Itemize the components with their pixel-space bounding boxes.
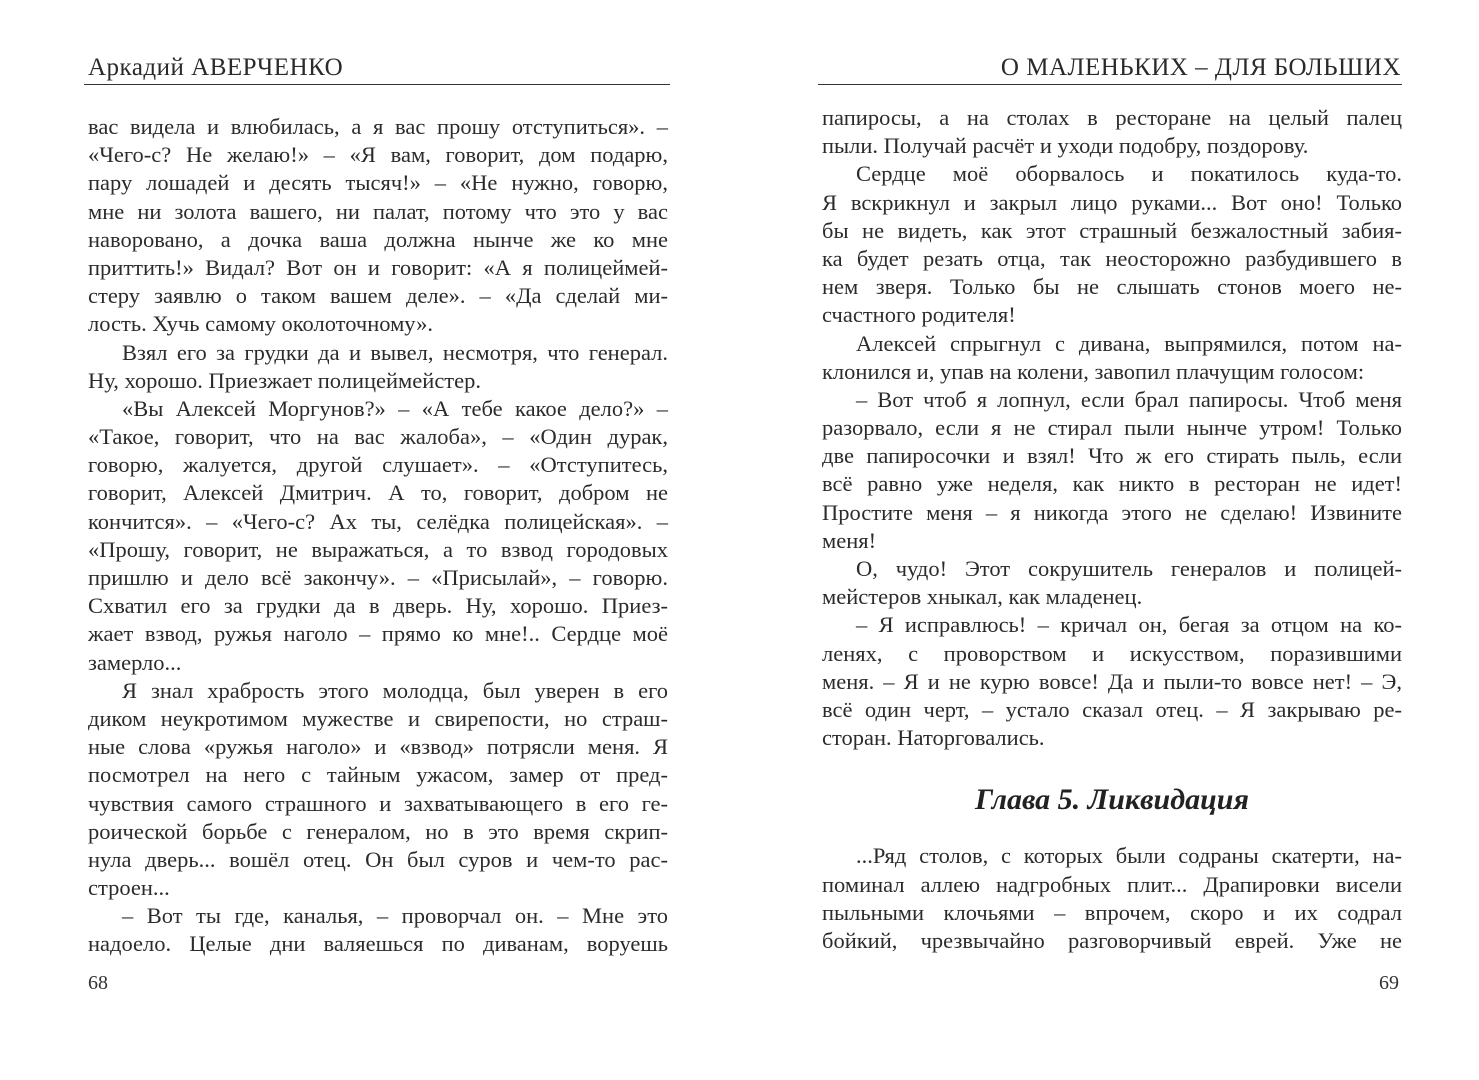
text-line: поминал аллею надгробных плит... Драпировки висели [822,871,1402,897]
text-line: Сердце моё оборвалось и покатилось куда-то. [856,161,1402,187]
text-line: пыли. Получай расчёт и уходи подобру, поздорову. [822,133,1309,159]
header-rule [818,84,1402,85]
body-text-after-heading [822,842,1402,955]
text-line: сторан. Наторговались. [822,725,1045,751]
text-line: клонился и, упав на колени, завопил плачущим голосом: [822,358,1365,384]
text-line: пару лошадей и десять тысяч!» – «Не нужно, говорю, [88,170,668,196]
text-line: Ну, хорошо. Приезжает полицеймейстер. [88,367,482,393]
text-line: – Я исправлюсь! – кричал он, бегая за отцом на ко- [856,612,1402,638]
text-line: «Такое, говорит, что на вас жалоба», – «Один дурак, [88,424,668,450]
text-line: «Вы Алексей Моргунов?» – «А тебе какое дело?» – [122,395,668,421]
text-line: роической борьбе с генералом, но в это время скрип- [88,818,668,844]
text-line: две папиросочки и взял! Что ж его стирать пыль, если [822,443,1402,469]
running-head-title: О МАЛЕНЬКИХ – ДЛЯ БОЛЬШИХ [1000,54,1401,81]
text-line: папиросы, а на столах в ресторане на целый палец [822,105,1402,130]
right-page [740,0,1479,1080]
text-line: «Чего-с? Не желаю!» – «Я вам, говорит, дом подарю, [88,142,668,168]
text-line: ...Ряд столов, с которых были содраны скатерти, на- [856,843,1402,869]
running-head-author: Аркадий АВЕРЧЕНКО [88,54,344,81]
text-line: меня. – Я и не курю вовсе! Да и пыли-то вовсе нет! – Э, [822,668,1402,694]
body-text [88,113,668,959]
body-text-before-heading [822,104,1402,752]
text-line: кончится». – «Чего-с? Ах ты, селёдка полицейская». – [88,508,668,534]
text-line: всё один черт, – устало сказал отец. – Я закрываю ре- [822,696,1402,722]
text-line: приттить!» Видал? Вот он и говорит: «А я полицеймей- [88,254,668,280]
text-line: наворовано, а дочка ваша должна нынче же ко мне [88,226,668,252]
text-line: надоело. Целые дни валяешься по диванам, воруешь [88,931,668,957]
text-line: Алексей спрыгнул с дивана, выпрямился, потом на- [856,330,1402,356]
text-line: нем зверя. Только бы не слышать стонов моего не- [822,274,1402,300]
text-line: говорит, Алексей Дмитрич. А то, говорит, добром не [88,480,668,506]
text-line: Простите меня – я никогда этого не сделаю! Извините [822,499,1402,525]
text-line: мейстеров хныкал, как младенец. [822,584,1143,610]
text-line: Я знал храбрость этого молодца, был уверен в его [122,677,668,703]
text-line: Я вскрикнул и закрыл лицо руками... Вот оно! Только [822,189,1402,215]
text-line: – Вот чтоб я лопнул, если брал папиросы. Чтоб меня [856,386,1402,412]
text-line: говорю, жалуется, другой слушает». – «Отступитесь, [88,452,668,478]
text-line: меня! [822,527,877,553]
chapter-heading: Глава 5. Ликвидация [975,783,1249,817]
text-line: О, чудо! Этот сокрушитель генералов и полицей- [856,556,1402,581]
body-text [822,104,1402,955]
text-line: всё равно уже неделя, как никто в ресторан не идет! [822,471,1402,497]
text-line: замерло... [88,649,182,675]
text-line: стеру заявлю о таком вашем деле». – «Да сделай ми- [88,283,668,309]
text-line: посмотрел на него с тайным ужасом, замер от пред- [88,762,668,788]
text-line: бы не видеть, как этот страшный безжалостный забия- [822,217,1402,243]
text-line: ные слова «ружья наголо» и «взвод» потрясли меня. Я [88,734,668,760]
text-line: счастного родителя! [822,302,1016,328]
text-line: чувствия самого страшного и захватывающего в его ге- [88,790,668,816]
page-number: 68 [88,972,108,994]
text-line: пришлю и дело всё закончу». – «Присылай», – говорю. [88,565,668,590]
text-line: – Вот ты где, каналья, – проворчал он. – Мне это [122,903,668,929]
text-line: диком неукротимом мужестве и свирепости, но страш- [88,705,668,731]
text-line: лость. Хучь самому околоточному». [88,311,433,337]
text-line: вас видела и влюбилась, а я вас прошу отступиться». – [88,114,668,139]
text-line: пыльными клочьями – впрочем, скоро и их содрал [822,899,1402,925]
text-line: разорвало, если я не стирал пыли нынче утром! Только [822,415,1402,441]
header-rule [84,84,670,85]
text-line: строен... [88,875,170,901]
text-line: жает взвод, ружья наголо – прямо ко мне!.. Сердце моё [88,621,668,647]
text-line: мне ни золота вашего, ни палат, потому что это у вас [88,198,668,224]
text-line: ленях, с проворством и искусством, поразившими [822,640,1402,666]
text-line: Схватил его за грудки да в дверь. Ну, хорошо. Приез- [88,593,668,619]
text-line: «Прошу, говорит, не выражаться, а то взвод городовых [88,536,668,562]
text-line: ка будет резать отца, так неосторожно разбудившего в [822,245,1402,271]
text-line: бойкий, чрезвычайно разговорчивый еврей. Уже не [822,927,1402,953]
page-number: 69 [1379,972,1399,994]
text-line: Взял его за грудки да и вывел, несмотря, что генерал. [122,339,668,365]
text-line: нула дверь... вошёл отец. Он был суров и чем-то рас- [88,846,668,872]
